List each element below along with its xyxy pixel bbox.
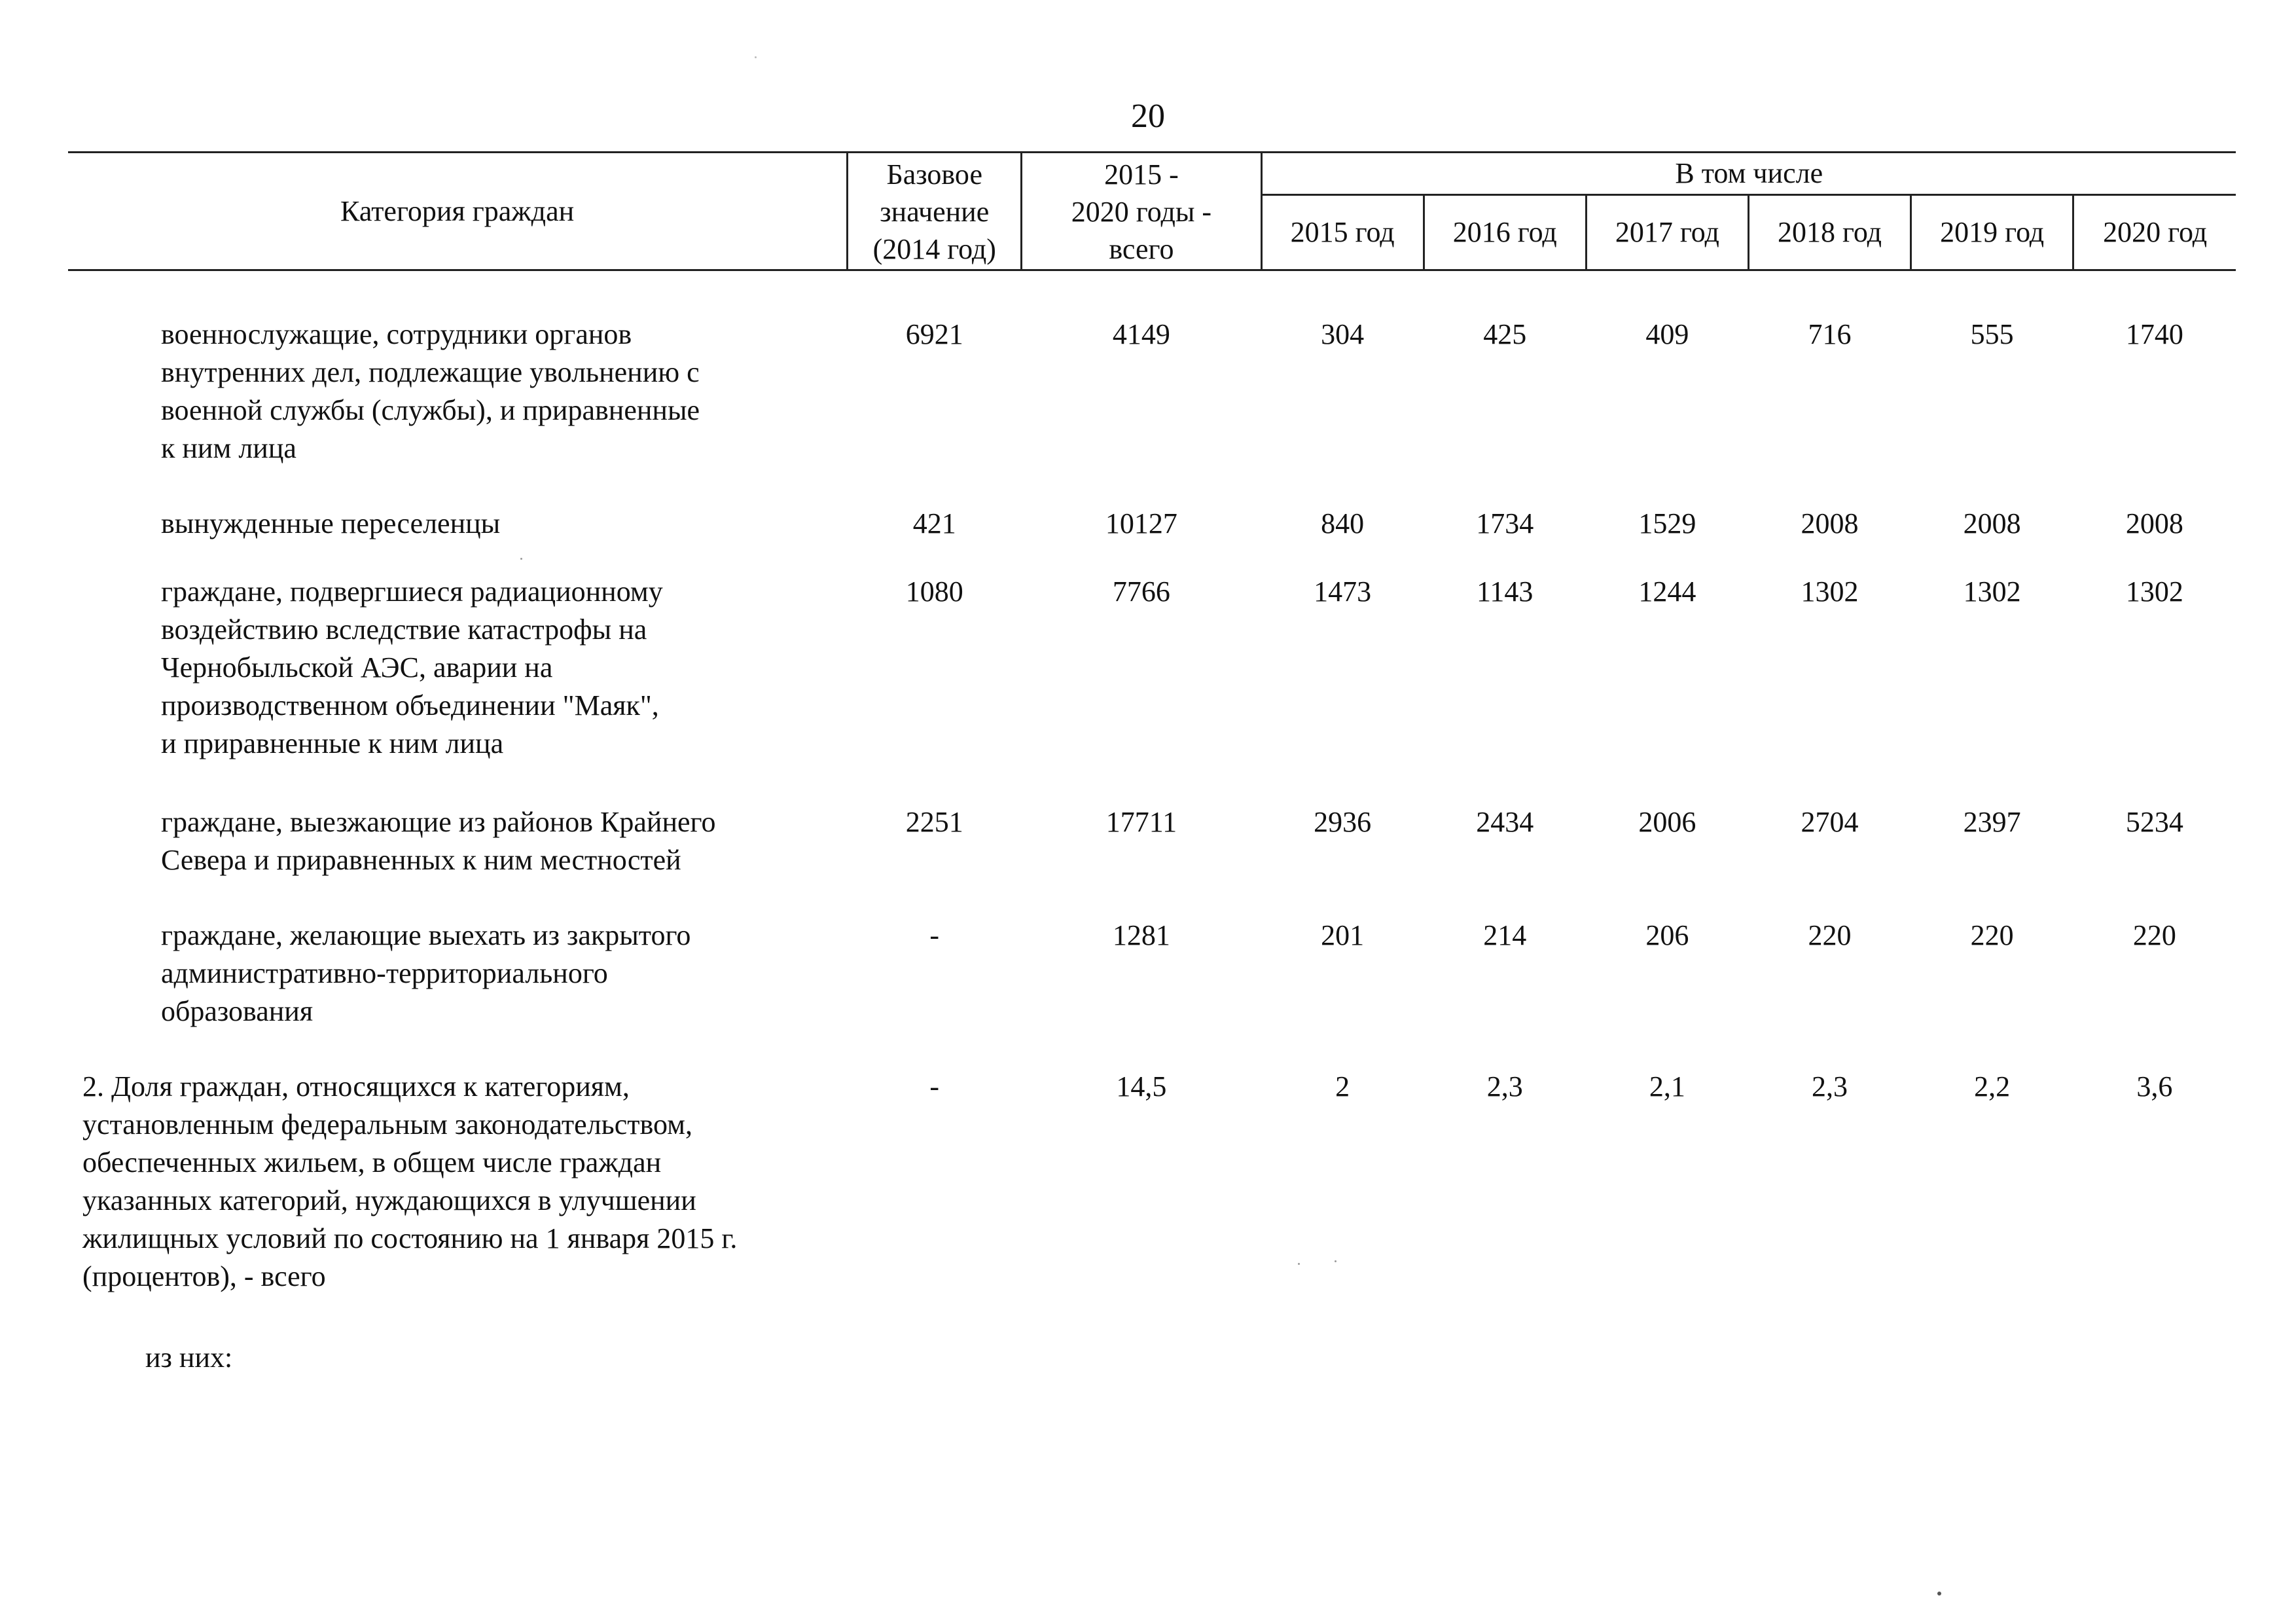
table-row bbox=[68, 763, 2236, 879]
cell-2016: 425 bbox=[1483, 318, 1527, 350]
table-row bbox=[68, 1030, 2236, 1296]
table-row bbox=[68, 270, 2236, 468]
row-category: граждане, подвергшиеся радиационному воздействию вследствие катастрофы на Чернобыльской АЭС, аварии на производственном объединении "Маяк", и приравненные к ним лица bbox=[161, 575, 663, 759]
cell-2019: 2,2 bbox=[1974, 1070, 2011, 1103]
cell-2018: 2704 bbox=[1801, 806, 1859, 838]
header-year-2020: 2020 год bbox=[2073, 195, 2236, 270]
cell-total: 4149 bbox=[1112, 318, 1170, 350]
header-year-2018: 2018 год bbox=[1748, 195, 1910, 270]
cell-2016: 1143 bbox=[1477, 575, 1534, 608]
cell-2020: 3,6 bbox=[2136, 1070, 2173, 1103]
cell-2017: 1529 bbox=[1638, 507, 1696, 539]
cell-2019: 1302 bbox=[1963, 575, 2021, 608]
cell-total: 1281 bbox=[1112, 919, 1170, 951]
note-text: из них: bbox=[145, 1341, 233, 1374]
cell-2017: 2006 bbox=[1638, 806, 1696, 838]
cell-base: 1080 bbox=[905, 575, 963, 608]
cell-2015: 201 bbox=[1321, 919, 1365, 951]
cell-2018: 716 bbox=[1808, 318, 1852, 350]
cell-2016: 2,3 bbox=[1486, 1070, 1523, 1103]
cell-2018: 220 bbox=[1808, 919, 1852, 951]
row-category: вынужденные переселенцы bbox=[161, 507, 501, 539]
header-category: Категория граждан bbox=[68, 153, 848, 270]
cell-2020: 220 bbox=[2132, 919, 2176, 951]
cell-2018: 2,3 bbox=[1812, 1070, 1848, 1103]
row-category: граждане, желающие выехать из закрытого административно-территориального образования bbox=[161, 919, 691, 1027]
cell-2015: 2936 bbox=[1314, 806, 1372, 838]
cell-2016: 2434 bbox=[1476, 806, 1534, 838]
cell-2015: 304 bbox=[1321, 318, 1365, 350]
row-category: 2. Доля граждан, относящихся к категориям, установленным федеральным законодательством, обеспеченных жильем, в общем числе граждан указанных категорий, нуждающихся в улучшении жилищных условий по состоянию на 1 января 2015 г. (процентов), - всего bbox=[82, 1070, 738, 1292]
cell-total: 17711 bbox=[1105, 806, 1177, 838]
scan-speck bbox=[1335, 1260, 1336, 1262]
cell-base: - bbox=[929, 919, 940, 951]
table-row bbox=[68, 879, 2236, 1030]
cell-base: 2251 bbox=[905, 806, 963, 838]
cell-2020: 1740 bbox=[2125, 318, 2183, 350]
cell-2018: 1302 bbox=[1801, 575, 1859, 608]
header-including: В том числе bbox=[1261, 153, 2236, 195]
cell-2015: 1473 bbox=[1314, 575, 1372, 608]
cell-2019: 2397 bbox=[1963, 806, 2021, 838]
cell-2017: 2,1 bbox=[1649, 1070, 1685, 1103]
row-category: военнослужащие, сотрудники органов внутренних дел, подлежащие увольнению с военной службы (службы), и приравненные к ним лица bbox=[161, 318, 700, 464]
scan-speck bbox=[1298, 1263, 1300, 1265]
cell-2017: 409 bbox=[1645, 318, 1689, 350]
header-year-2017: 2017 год bbox=[1586, 195, 1748, 270]
indicators-table bbox=[68, 151, 2236, 1377]
cell-2020: 2008 bbox=[2125, 507, 2183, 539]
cell-2019: 220 bbox=[1970, 919, 2014, 951]
table-row bbox=[68, 467, 2236, 543]
scan-speck bbox=[520, 558, 522, 560]
cell-total: 14,5 bbox=[1116, 1070, 1167, 1103]
cell-base: - bbox=[929, 1070, 940, 1103]
cell-2017: 1244 bbox=[1638, 575, 1696, 608]
scan-speck bbox=[755, 56, 757, 58]
table-row bbox=[68, 543, 2236, 763]
cell-2017: 206 bbox=[1645, 919, 1689, 951]
header-total: 2015 - 2020 годы - всего bbox=[1022, 153, 1261, 270]
cell-2019: 2008 bbox=[1963, 507, 2021, 539]
header-year-2016: 2016 год bbox=[1424, 195, 1586, 270]
cell-base: 6921 bbox=[905, 318, 963, 350]
cell-2019: 555 bbox=[1970, 318, 2014, 350]
page-number: 20 bbox=[1131, 98, 1165, 135]
cell-2016: 1734 bbox=[1476, 507, 1534, 539]
scan-speck bbox=[1937, 1592, 1941, 1596]
cell-2015: 2 bbox=[1335, 1070, 1350, 1103]
cell-2015: 840 bbox=[1321, 507, 1365, 539]
cell-2020: 1302 bbox=[2125, 575, 2183, 608]
cell-base: 421 bbox=[912, 507, 956, 539]
cell-2016: 214 bbox=[1483, 919, 1527, 951]
header-base-value: Базовое значение (2014 год) bbox=[848, 153, 1022, 270]
cell-total: 10127 bbox=[1105, 507, 1177, 539]
cell-total: 7766 bbox=[1112, 575, 1170, 608]
row-category: граждане, выезжающие из районов Крайнего Севера и приравненных к ним местностей bbox=[161, 806, 716, 876]
cell-2020: 5234 bbox=[2125, 806, 2183, 838]
header-year-2019: 2019 год bbox=[1911, 195, 2073, 270]
header-year-2015: 2015 год bbox=[1261, 195, 1424, 270]
note-row bbox=[68, 1296, 2236, 1377]
cell-2018: 2008 bbox=[1801, 507, 1859, 539]
